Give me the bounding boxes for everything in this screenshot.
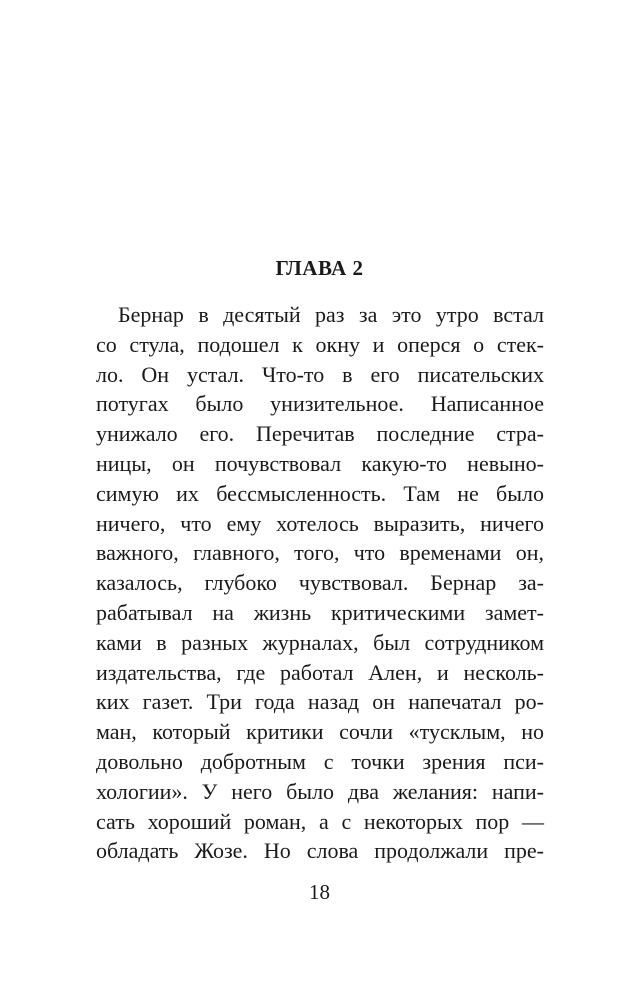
- text-line: ких газет. Три года назад он напечатал ро-: [96, 689, 544, 715]
- text-line: сать хороший роман, а с некоторых пор —: [96, 808, 544, 834]
- text-line: ками в разных журналах, был сотрудником: [96, 629, 544, 655]
- text-line: унижало его. Перечитав последние стра-: [96, 421, 544, 447]
- text-line: обладать Жозе. Но слова продолжали пре-: [96, 838, 544, 864]
- text-line: ло. Он устал. Что-то в его писательских: [96, 361, 544, 387]
- text-line: рабатывал на жизнь критическими замет-: [96, 599, 544, 625]
- text-line: ман, который критики сочли «тусклым, но: [96, 719, 544, 745]
- text-line: Бернар в десятый раз за это утро встал: [96, 302, 544, 327]
- text-line: казалось, глубоко чувствовал. Бернар за-: [96, 570, 544, 596]
- body-text: [96, 300, 544, 866]
- text-line: ницы, он почувствовал какую-то невыно-: [96, 450, 544, 476]
- text-line: ничего, что ему хотелось выразить, ничего: [96, 510, 544, 536]
- text-line: важного, главного, того, что временами он,: [96, 540, 544, 566]
- text-line: довольно добротным с точки зрения пси-: [96, 748, 544, 774]
- text-line: потугах было унизительное. Написанное: [96, 391, 544, 417]
- text-line: симую их бессмысленность. Там не было: [96, 480, 544, 506]
- text-line: хологии». У него было два желания: напи-: [96, 778, 544, 804]
- page-number: 18: [309, 880, 330, 904]
- chapter-title: ГЛАВА 2: [275, 256, 364, 280]
- text-line: издательства, где работал Ален, и несколь-: [96, 659, 544, 685]
- text-line: со стула, подошел к окну и оперся о стек-: [96, 331, 544, 357]
